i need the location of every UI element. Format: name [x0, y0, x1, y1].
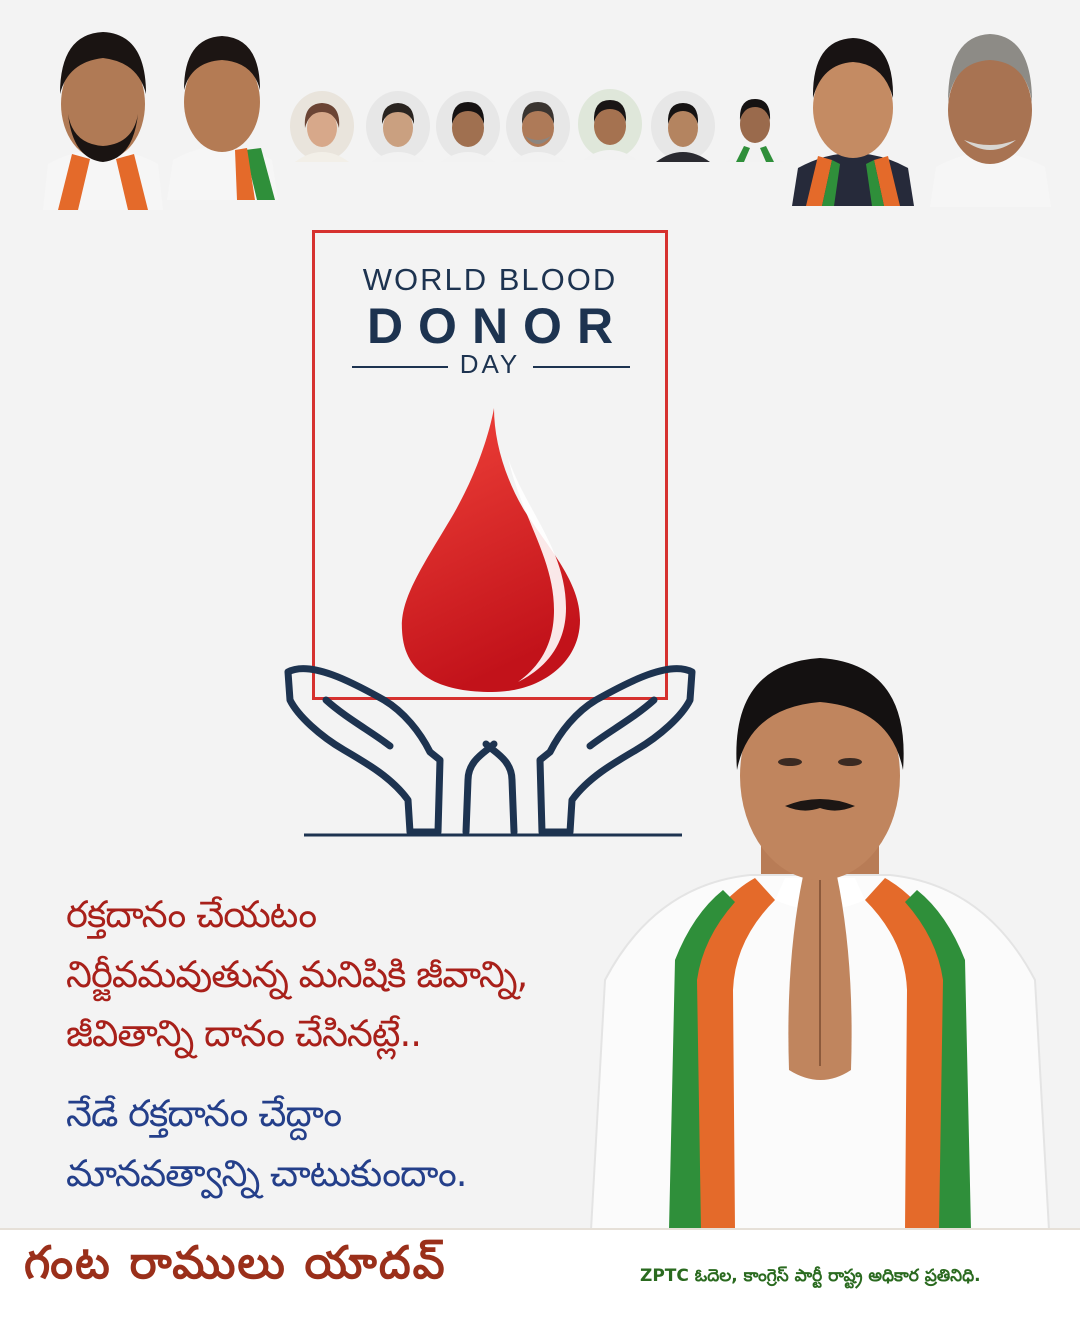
leader-3-thumb	[289, 90, 355, 162]
leader-4-thumb	[365, 90, 431, 162]
message-line-1: రక్తదానం చేయటం	[66, 893, 317, 936]
message-line-3: జీవితాన్ని దానం చేసినట్లే..	[66, 1012, 421, 1055]
main-leader-photo	[585, 650, 1055, 1230]
leader-11-portrait	[928, 22, 1053, 207]
headline-donor: DONOR	[366, 298, 629, 354]
message-line-5: మానవత్వాన్ని చాటుకుందాం.	[66, 1152, 467, 1195]
day-rule-right	[533, 366, 630, 368]
leader-7-thumb	[577, 88, 643, 160]
leader-5-thumb	[435, 90, 501, 162]
leader-1-portrait	[38, 14, 168, 210]
message-line-2: నిర్జీవమవుతున్న మనిషికి జీవాన్ని,	[66, 953, 528, 996]
leader-10-portrait	[788, 26, 918, 206]
leader-2-portrait	[165, 20, 280, 200]
footer-name: గంట రాములు యాదవ్	[24, 1236, 447, 1289]
leaders-banner	[0, 0, 1080, 215]
message-line-4: నేడే రక్తదానం చేద్దాం	[66, 1092, 342, 1135]
leader-8-thumb	[650, 90, 716, 162]
headline-day: DAY	[459, 349, 521, 379]
leader-6-thumb	[505, 90, 571, 162]
footer-title: ZPTC ఓదెల, కాంగ్రెస్ పార్టీ రాష్ట్ర అధికార ప్రతినిధి.	[640, 1266, 981, 1286]
day-rule-left	[352, 366, 448, 368]
leader-9-thumb	[722, 88, 788, 162]
headline-world-blood: WORLD BLOOD	[362, 262, 618, 297]
